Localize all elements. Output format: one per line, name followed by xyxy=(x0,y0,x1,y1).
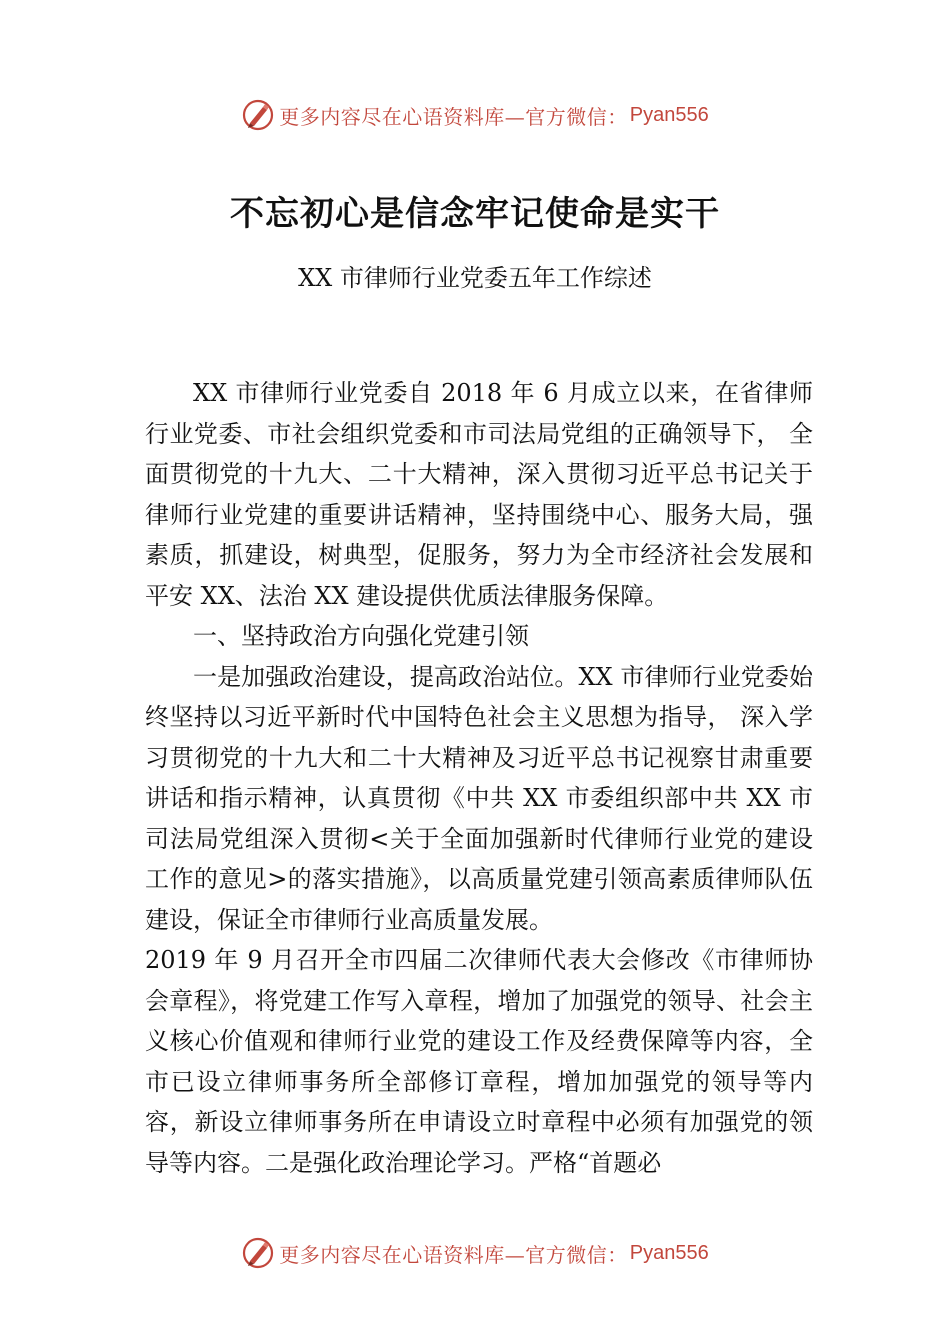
header-banner xyxy=(0,95,950,135)
paragraph: 一是加强政治建设，提高政治站位。XX 市律师行业党委始终坚持以习近平新时代中国特色社会主义思想为指导， 深入学习贯彻党的十九大和二十大精神及习近平总书记视察甘肃重要讲话和指示精神，认真贯彻《中共 XX 市委组织部中共 XX 市司法局党组深入贯彻<关于全面加强新时代律师行业党的建设工作的意见>的落实措施》，以高质量党建引领高素质律师队伍建设，保证全市律师行业高质量发展。 xyxy=(145,662,813,934)
banner-text: 更多内容尽在心语资料库—官方微信： xyxy=(279,104,628,129)
section-heading: 一、坚持政治方向强化党建引领 xyxy=(193,622,529,650)
document-title: 不忘初心是信念牢记使命是实干 xyxy=(230,194,720,234)
document-body xyxy=(145,373,813,1183)
pen-circle-logo-icon xyxy=(241,98,275,132)
paragraph: XX 市律师行业党委自 2018 年 6 月成立以来，在省律师行业党委、市社会组织党委和市司法局党组的正确领导下， 全面贯彻党的十九大、二十大精神，深入贯彻习近平总书记关于律师行业党建的重要讲话精神，坚持围绕中心、服务大局，强素质，抓建设，树典型，促服务，努力为全市经济社会发展和平安 XX、法治 XX 建设提供优质法律服务保障。 xyxy=(145,379,813,610)
footer-banner xyxy=(0,1233,950,1273)
banner-text: 更多内容尽在心语资料库—官方微信： xyxy=(279,1242,628,1267)
banner-wechat-id: Pyan556 xyxy=(629,103,709,126)
banner-wechat-id: Pyan556 xyxy=(629,1241,709,1264)
pen-circle-logo-icon xyxy=(241,1236,275,1270)
paragraph: 2019 年 9 月召开全市四届二次律师代表大会修改《市律师协会章程》，将党建工作写入章程，增加了加强党的领导、社会主义核心价值观和律师行业党的建设工作及经费保障等内容，全市已设立律师事务所全部修订章程，增加加强党的领导等内容，新设立律师事务所在申请设立时章程中必须有加强党的领导等内容。二是强化政治理论学习。严格“首题必 xyxy=(145,946,813,1177)
document-subtitle: XX 市律师行业党委五年工作综述 xyxy=(298,264,652,292)
